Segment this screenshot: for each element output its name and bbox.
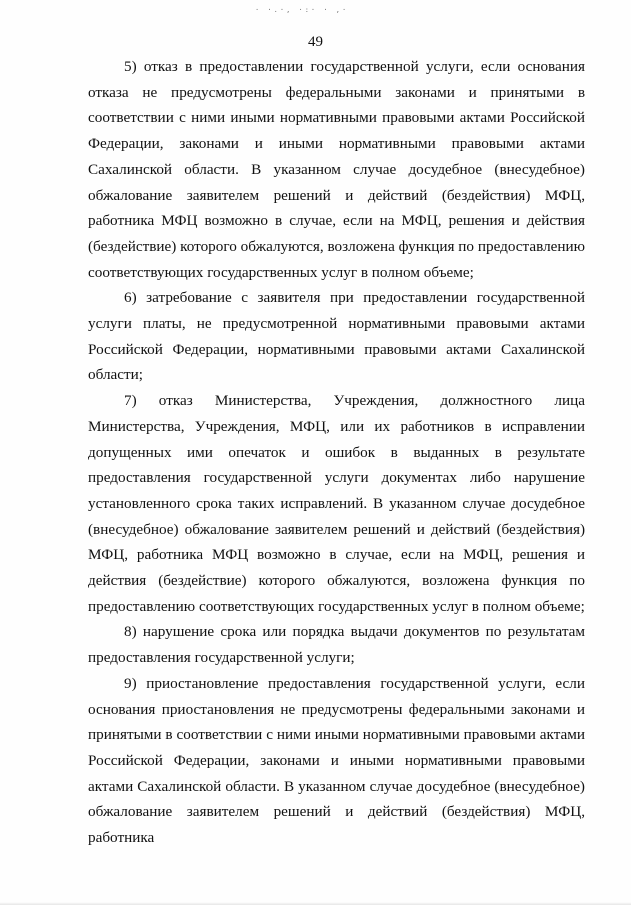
document-body [88,54,585,851]
list-item-9: 9) приостановление предоставления государственной услуги, если основания приостановления не предусмотрены федеральными законами и принятыми в соответствии с ними иными нормативными правовыми актами Российской Федерации, законами и иными нормативными правовыми актами Сахалинской области. В указанном случае досудебное (внесудебное) обжалование заявителем решений и действий (бездействия) МФЦ, работника [88,674,585,847]
scan-artifact: · ·.·, ·:· · ,· [255,6,349,14]
page-number: 49 [308,34,323,50]
list-item-6: 6) затребование с заявителя при предоставлении государственной услуги платы, не предусмотренной нормативными правовыми актами Российской Федерации, нормативными правовыми актами Сахалинской области; [88,289,585,384]
list-item-7: 7) отказ Министерства, Учреждения, должностного лица Министерства, Учреждения, МФЦ, или их работников в исправлении допущенных ими опечаток и ошибок в выданных в результате предоставления государственной услуги документах либо нарушение установленного срока таких исправлений. В указанном случае досудебное (внесудебное) обжалование заявителем решений и действий (бездействия) МФЦ, работника МФЦ возможно в случае, если на МФЦ, решения и действия (бездействие) которого обжалуются, возложена функция по предоставлению соответствующих государственных услуг в полном объеме; [88,392,585,615]
list-item-8: 8) нарушение срока или порядка выдачи документов по результатам предоставления государственной услуги; [88,623,585,667]
list-item-5: 5) отказ в предоставлении государственной услуги, если основания отказа не предусмотрены федеральными законами и принятыми в соответствии с ними иными нормативными правовыми актами Российской Федерации, законами и иными нормативными правовыми актами Сахалинской области. В указанном случае досудебное (внесудебное) обжалование заявителем решений и действий (бездействия) МФЦ, работника МФЦ возможно в случае, если на МФЦ, решения и действия (бездействие) которого обжалуются, возложена функция по предоставлению соответствующих государственных услуг в полном объеме; [88,58,585,281]
